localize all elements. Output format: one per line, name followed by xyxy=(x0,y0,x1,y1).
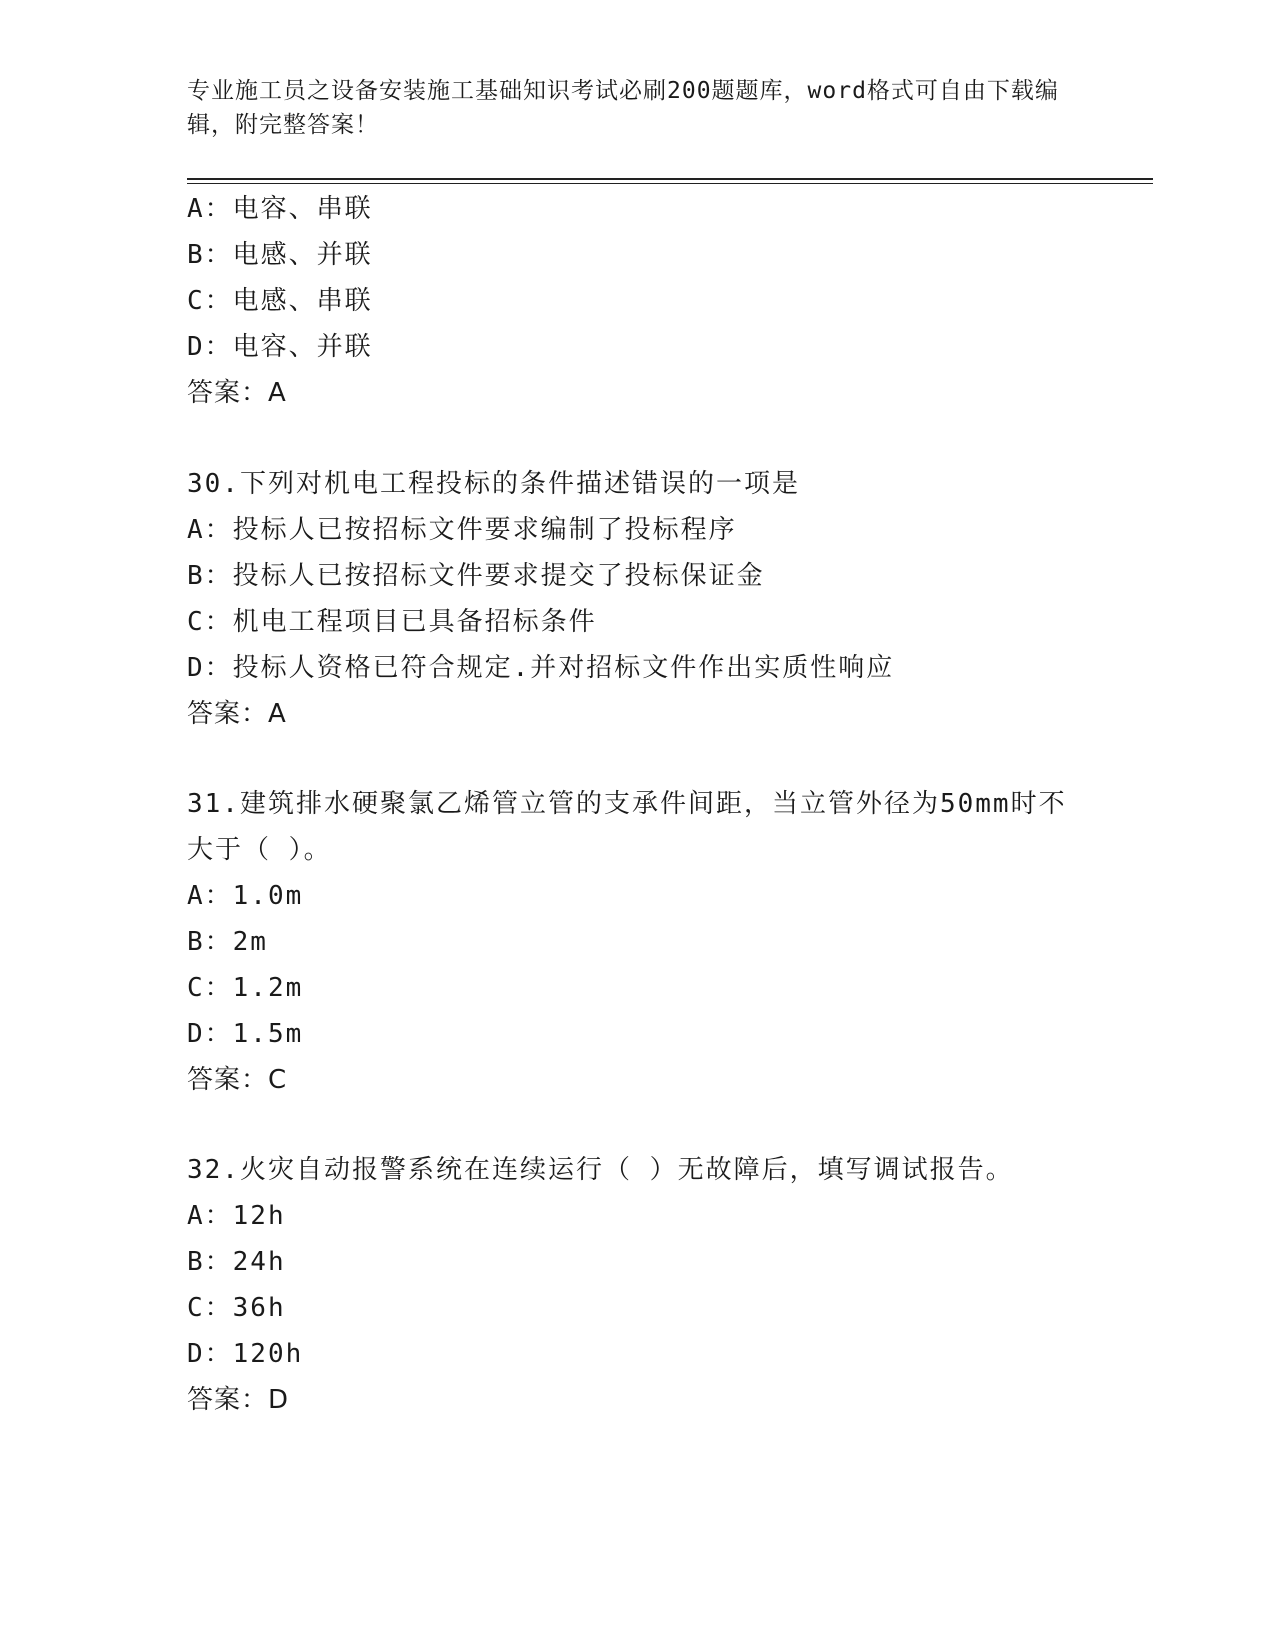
question-30 xyxy=(187,461,1087,737)
option-d: D：1.5m xyxy=(187,1019,304,1049)
option-b: B：2m xyxy=(187,927,268,957)
answer: 答案：C xyxy=(187,1065,288,1095)
option-c: C：36h xyxy=(187,1293,286,1323)
question-31 xyxy=(187,781,1087,1103)
option-b: B：电感、并联 xyxy=(187,240,373,270)
answer: 答案：D xyxy=(187,1385,290,1415)
option-c: C：1.2m xyxy=(187,973,304,1003)
option-a: A：电容、串联 xyxy=(187,194,373,224)
option-a: A：投标人已按招标文件要求编制了投标程序 xyxy=(187,515,737,545)
option-b: B：投标人已按招标文件要求提交了投标保证金 xyxy=(187,561,765,591)
question-29 xyxy=(187,186,1087,416)
question-stem: 31.建筑排水硬聚氯乙烯管立管的支承件间距，当立管外径为50mm时不大于（ ）。 xyxy=(187,789,1067,865)
option-a: A：12h xyxy=(187,1201,286,1231)
option-a: A：1.0m xyxy=(187,881,304,911)
question-32 xyxy=(187,1147,1087,1423)
option-b: B：24h xyxy=(187,1247,286,1277)
document-header: 专业施工员之设备安装施工基础知识考试必刷200题题库，word格式可自由下载编辑，附完整答案！ xyxy=(187,78,1059,138)
option-d: D：投标人资格已符合规定.并对招标文件作出实质性响应 xyxy=(187,653,895,683)
option-d: D：120h xyxy=(187,1339,304,1369)
option-d: D：电容、并联 xyxy=(187,332,373,362)
header-divider xyxy=(187,178,1153,184)
question-stem: 30.下列对机电工程投标的条件描述错误的一项是 xyxy=(187,469,800,499)
answer: 答案：A xyxy=(187,378,287,408)
option-c: C：机电工程项目已具备招标条件 xyxy=(187,607,597,637)
question-stem: 32.火灾自动报警系统在连续运行（ ）无故障后，填写调试报告。 xyxy=(187,1155,1014,1185)
answer: 答案：A xyxy=(187,699,287,729)
option-c: C：电感、串联 xyxy=(187,286,373,316)
